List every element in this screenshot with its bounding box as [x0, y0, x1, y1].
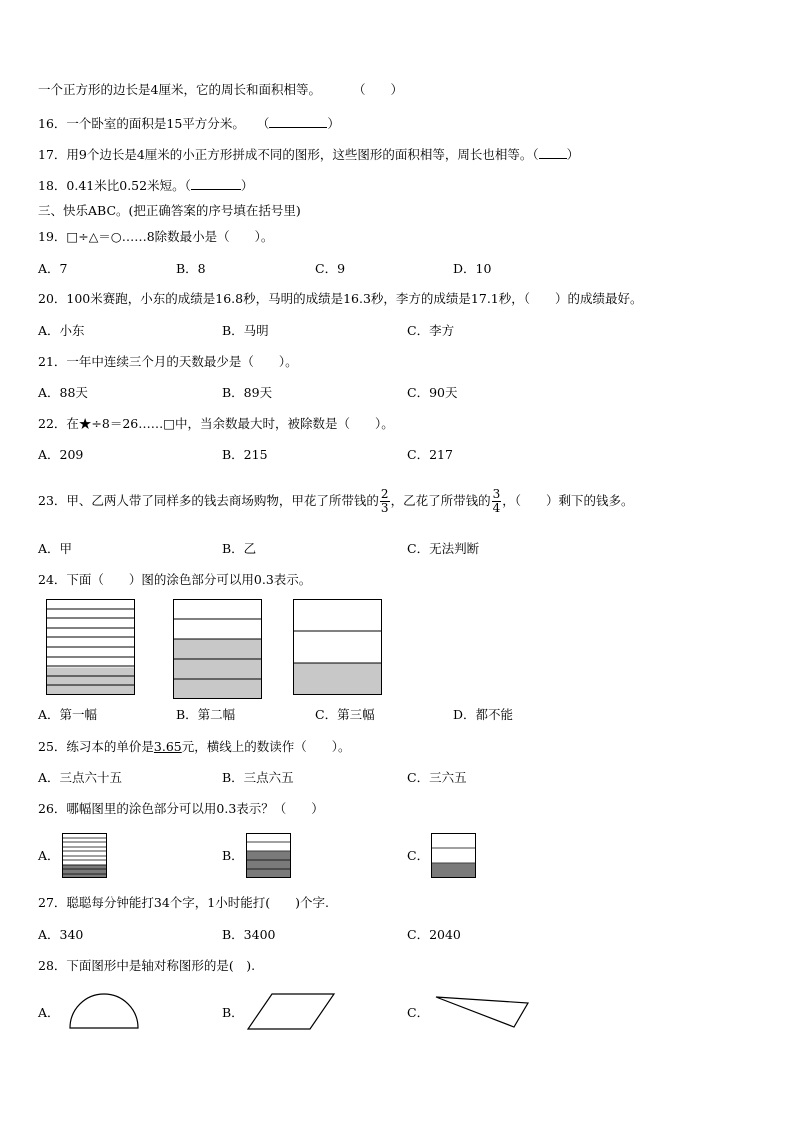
- question-23-text-c: ，（ ）剩下的钱多。: [502, 493, 634, 508]
- question-17: [38, 146, 579, 163]
- option-d[interactable]: D．都不能: [453, 707, 514, 722]
- fraction-three-quarters: [492, 488, 502, 515]
- question-17-text: 用9个边长是4厘米的小正方形拼成不同的图形，这些图形的面积相等，周长也相等。: [66, 147, 533, 162]
- question-number: 27．: [38, 895, 67, 910]
- option-b[interactable]: B．89天: [222, 385, 273, 400]
- option-a[interactable]: A．7: [38, 261, 68, 276]
- option-a[interactable]: A．88天: [38, 385, 88, 400]
- option-c[interactable]: C．三六五: [407, 770, 467, 785]
- question-number: 28．: [38, 958, 67, 973]
- question-number: 16．: [38, 116, 67, 131]
- question-19-text: □÷△＝○……8除数最小是（ ）。: [66, 229, 274, 244]
- question-number: 20．: [38, 291, 67, 306]
- question-number: 18．: [38, 178, 67, 193]
- option-a[interactable]: A．209: [38, 447, 84, 462]
- question-number: 21．: [38, 354, 67, 369]
- question-15-text: 一个正方形的边长是4厘米，它的周长和面积相等。: [38, 82, 321, 97]
- option-b[interactable]: B．: [222, 848, 244, 863]
- option-c[interactable]: C．第三幅: [315, 707, 375, 722]
- question-25-text-a: 练习本的单价是: [66, 739, 154, 754]
- question-28-text: 下面图形中是轴对称图形的是( ).: [66, 958, 256, 973]
- question-number: 23．: [38, 493, 67, 508]
- question-25-text-b: 元，横线上的数读作（ ）。: [181, 739, 351, 754]
- question-28: [38, 958, 255, 974]
- question-number: 19．: [38, 229, 67, 244]
- triangle-shape: [434, 995, 534, 1031]
- option-c[interactable]: C．90天: [407, 385, 458, 400]
- question-20-text: 100米赛跑，小东的成绩是16.8秒，马明的成绩是16.3秒，李方的成绩是17.1秒，（ ）的成绩最好。: [66, 291, 643, 306]
- figure-a-tenths: [62, 833, 108, 879]
- answer-blank[interactable]: [191, 177, 241, 190]
- option-c[interactable]: C．: [407, 848, 430, 863]
- option-c[interactable]: C．2040: [407, 927, 461, 942]
- option-b[interactable]: B．三点六五: [222, 770, 294, 785]
- figure-c-thirds: [431, 833, 477, 879]
- fraction-numerator: 3: [492, 487, 501, 501]
- question-22: [38, 416, 394, 432]
- option-c[interactable]: C．无法判断: [407, 541, 480, 556]
- option-a[interactable]: A．340: [38, 927, 84, 942]
- option-a[interactable]: A．小东: [38, 323, 85, 338]
- question-23-text-a: 甲、乙两人带了同样多的钱去商场购物，甲花了所带钱的: [66, 493, 379, 508]
- figure-second-fifths: [173, 599, 263, 700]
- question-20: [38, 291, 643, 307]
- parallelogram-shape: [246, 992, 338, 1032]
- question-number: 25．: [38, 739, 67, 754]
- fraction-denominator: 3: [380, 501, 389, 515]
- question-number: 17．: [38, 147, 67, 162]
- question-26: [38, 801, 324, 817]
- option-b[interactable]: B．: [222, 1005, 244, 1020]
- question-24-text: 下面（ ）图的涂色部分可以用0.3表示。: [66, 572, 312, 587]
- option-a[interactable]: A．第一幅: [38, 707, 98, 722]
- question-27-text: 聪聪每分钟能打34个字，1小时能打( )个字.: [66, 895, 329, 910]
- option-d[interactable]: D．10: [453, 261, 492, 276]
- answer-paren[interactable]: （ ）: [352, 82, 403, 97]
- question-16-text: 一个卧室的面积是15平方分米。: [66, 116, 245, 131]
- option-a[interactable]: A．甲: [38, 541, 73, 556]
- option-a[interactable]: A．三点六十五: [38, 770, 123, 785]
- option-c[interactable]: C．217: [407, 447, 453, 462]
- question-22-text: 在★÷8＝26……□中，当余数最大时，被除数是（ ）。: [66, 416, 394, 431]
- option-c[interactable]: C．李方: [407, 323, 455, 338]
- option-b[interactable]: B．马明: [222, 323, 269, 338]
- option-b[interactable]: B．215: [222, 447, 268, 462]
- question-26-text: 哪幅图里的涂色部分可以用0.3表示？（ ）: [66, 801, 324, 816]
- underlined-number: 3.65: [153, 739, 182, 754]
- paren-close: ）: [566, 147, 580, 162]
- section-title: 三、快乐ABC。(把正确答案的序号填在括号里): [38, 203, 301, 218]
- option-b[interactable]: B．第二幅: [176, 707, 236, 722]
- question-21-text: 一年中连续三个月的天数最少是（ ）。: [66, 354, 298, 369]
- question-15: [38, 82, 403, 98]
- option-b[interactable]: B．乙: [222, 541, 257, 556]
- option-a[interactable]: A．: [38, 848, 60, 863]
- option-b[interactable]: B．3400: [222, 927, 276, 942]
- option-b[interactable]: B．8: [176, 261, 206, 276]
- option-c[interactable]: C．9: [315, 261, 346, 276]
- question-16: [38, 115, 340, 132]
- question-number: 24．: [38, 572, 67, 587]
- question-number: 26．: [38, 801, 67, 816]
- figure-b-fifths: [246, 833, 292, 879]
- figure-third-thirds: [293, 599, 385, 696]
- question-23: [38, 485, 633, 517]
- fraction-numerator: 2: [380, 487, 389, 501]
- paren-open: （: [256, 116, 270, 131]
- paren-close: ）: [327, 116, 340, 131]
- answer-blank[interactable]: [539, 146, 567, 159]
- paren-open: （: [532, 147, 539, 162]
- paren-open: （: [184, 178, 191, 193]
- fraction-two-thirds: [380, 488, 390, 515]
- paren-close: ）: [240, 178, 254, 193]
- answer-blank[interactable]: [269, 115, 327, 128]
- option-a[interactable]: A．: [38, 1005, 60, 1020]
- semicircle-shape: [68, 990, 142, 1032]
- question-18: [38, 177, 253, 194]
- fraction-denominator: 4: [492, 501, 501, 515]
- question-27: [38, 895, 329, 911]
- question-19: [38, 229, 273, 245]
- question-number: 22．: [38, 416, 67, 431]
- question-25: [38, 739, 351, 755]
- question-23-text-b: ，乙花了所带钱的: [390, 493, 491, 508]
- question-18-text: 0.41米比0.52米短。: [66, 178, 185, 193]
- figure-first-tenths-grid: [46, 599, 136, 695]
- question-21: [38, 354, 298, 370]
- option-c[interactable]: C．: [407, 1005, 430, 1020]
- question-24: [38, 572, 311, 588]
